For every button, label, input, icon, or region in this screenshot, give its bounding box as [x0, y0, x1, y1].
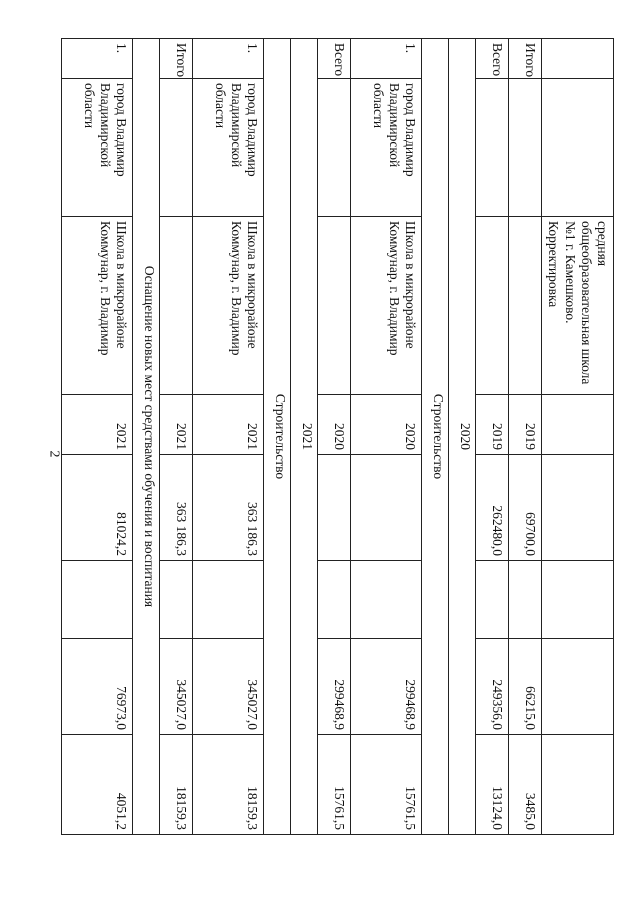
federal-cell: 299468,9	[318, 639, 351, 735]
table-row	[160, 39, 193, 835]
table-row	[193, 39, 264, 835]
row-number-cell: Всего	[318, 39, 351, 79]
object-cell: Школа в микрорайоне Коммунар, г. Владимир	[193, 217, 264, 395]
object-cell	[318, 217, 351, 395]
row-number-cell	[542, 39, 614, 79]
section-heading-row	[133, 39, 160, 835]
total-cost-cell	[351, 455, 422, 561]
year-cell: 2021	[62, 395, 133, 455]
federal-cell: 66215,0	[509, 639, 542, 735]
year-cell: 2020	[351, 395, 422, 455]
total-cost-cell: 363 186,3	[160, 455, 193, 561]
reserve-cell	[542, 561, 614, 639]
financing-table	[61, 38, 614, 835]
federal-cell: 249356,0	[476, 639, 509, 735]
year-cell: 2021	[160, 395, 193, 455]
place-cell	[160, 79, 193, 217]
total-cost-cell: 262480,0	[476, 455, 509, 561]
table-row	[62, 39, 133, 835]
object-cell	[509, 217, 542, 395]
place-cell: город Владимир Владимирской области	[351, 79, 422, 217]
place-cell	[476, 79, 509, 217]
federal-cell: 345027,0	[160, 639, 193, 735]
regional-cell: 18159,3	[160, 735, 193, 835]
row-number-cell: Итого	[160, 39, 193, 79]
reserve-cell	[193, 561, 264, 639]
row-number-cell: 1.	[351, 39, 422, 79]
regional-cell: 4051,2	[62, 735, 133, 835]
table-container	[81, 38, 614, 834]
year-cell: 2019	[476, 395, 509, 455]
place-cell	[542, 79, 614, 217]
place-cell: город Владимир Владимирской области	[62, 79, 133, 217]
year-heading: 2020	[449, 39, 476, 835]
reserve-cell	[160, 561, 193, 639]
reserve-cell	[476, 561, 509, 639]
federal-cell	[542, 639, 614, 735]
federal-cell: 299468,9	[351, 639, 422, 735]
total-cost-cell	[542, 455, 614, 561]
object-cell: Школа в микрорайоне Коммунар, г. Владимир	[351, 217, 422, 395]
total-cost-cell	[318, 455, 351, 561]
regional-cell: 15761,5	[351, 735, 422, 835]
table-row	[542, 39, 614, 835]
table-rotation-wrapper	[81, 38, 614, 834]
place-cell	[509, 79, 542, 217]
object-cell: Школа в микрорайоне Коммунар, г. Владимир	[62, 217, 133, 395]
reserve-cell	[62, 561, 133, 639]
year-cell: 2020	[318, 395, 351, 455]
year-heading-row	[449, 39, 476, 835]
section-heading: Оснащение новых мест средствами обучения и воспитания	[133, 39, 160, 835]
row-number-cell: Итого	[509, 39, 542, 79]
federal-cell: 345027,0	[193, 639, 264, 735]
year-cell: 2021	[193, 395, 264, 455]
year-cell	[542, 395, 614, 455]
regional-cell: 15761,5	[318, 735, 351, 835]
section-heading: Строительство	[264, 39, 291, 835]
table-row	[351, 39, 422, 835]
section-heading-row	[422, 39, 449, 835]
row-number-cell: Всего	[476, 39, 509, 79]
regional-cell: 13124,0	[476, 735, 509, 835]
total-cost-cell: 363 186,3	[193, 455, 264, 561]
year-heading: 2021	[291, 39, 318, 835]
row-number-cell: 1.	[62, 39, 133, 79]
federal-cell: 76973,0	[62, 639, 133, 735]
object-cell	[160, 217, 193, 395]
reserve-cell	[318, 561, 351, 639]
regional-cell: 3485,0	[509, 735, 542, 835]
section-heading: Строительство	[422, 39, 449, 835]
table-row	[476, 39, 509, 835]
place-cell	[318, 79, 351, 217]
table-row	[509, 39, 542, 835]
regional-cell	[542, 735, 614, 835]
row-number-cell: 1.	[193, 39, 264, 79]
section-heading-row	[264, 39, 291, 835]
reserve-cell	[509, 561, 542, 639]
place-cell: город Владимир Владимирской области	[193, 79, 264, 217]
page-number: 2	[46, 450, 62, 458]
year-heading-row	[291, 39, 318, 835]
object-cell: средняя общеобразовательная школа №1 г. Камешково. Корректировка	[542, 217, 614, 395]
total-cost-cell: 81024,2	[62, 455, 133, 561]
table-body	[62, 39, 614, 835]
total-cost-cell: 69700,0	[509, 455, 542, 561]
object-cell	[476, 217, 509, 395]
regional-cell: 18159,3	[193, 735, 264, 835]
table-row	[318, 39, 351, 835]
reserve-cell	[351, 561, 422, 639]
year-cell: 2019	[509, 395, 542, 455]
